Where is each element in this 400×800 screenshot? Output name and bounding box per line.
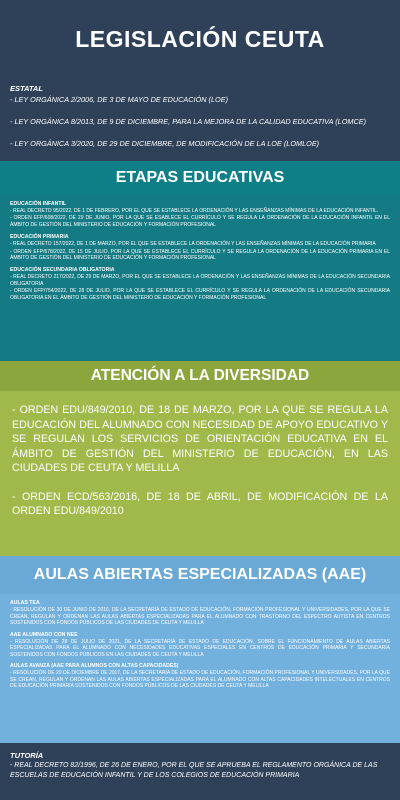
estatal-item: - LEY ORGÁNICA 8/2013, DE 9 DE DICIEMBRE, PARA LA MEJORA DE LA CALIDAD EDUCATIVA (LOMCE) bbox=[10, 117, 367, 126]
title-section bbox=[0, 0, 400, 78]
diversidad-item: - ORDEN EDU/849/2010, DE 18 DE MARZO, POR LA QUE SE REGULA LA EDUCACIÓN DEL ALUMNADO CON NECESIDAD DE APOYO EDUCATIVO Y SE REGULAN LOS SERVICIOS DE ORIENTACIÓN EDUCATIVA EN EL ÁMBITO DE GESTIÓN DEL MINISTERIO DE EDUCACIÓN, EN LAS CIUDADES DE CEUTA Y MELILLA bbox=[12, 404, 388, 474]
group-title: AAE ALUMNADO CON NEE bbox=[10, 631, 78, 638]
group-item: - RESOLUCIÓN DE 30 DE JUNIO DE 2016, DE LA SECRETARÍA DE ESTADO DE EDUCACIÓN, FORMACIÓN PROFESIONAL Y UNIVERSIDADES, POR LA QUE SE CREAN, REGULAN Y ORDENAN LAS AULAS ABIERTAS ESPECIALIZADAS PARA EL ALUMNADO CON TRASTORNO DEL ESPECTRO AUTISTA EN CENTROS SOSTENIDOS CON FONDOS PÚBLICOS DE LAS CIUDADES DE CEUTA Y MELILLA bbox=[10, 607, 390, 626]
estatal-section bbox=[0, 78, 400, 161]
diversidad-section bbox=[0, 361, 400, 556]
tutoria-item: - REAL DECRETO 82/1996, DE 26 DE ENERO, POR EL QUE SE APRUEBA EL REGLAMENTO ORGÁNICA DE LAS ESCUELAS DE EDUCACIÓN INFANTIL Y DE LOS COLEGIOS DE EDUCACIÓN PRIMARIA bbox=[10, 762, 378, 779]
estatal-heading: ESTATAL bbox=[10, 84, 43, 93]
tutoria-heading: TUTORÍA bbox=[10, 751, 44, 760]
etapas-heading: ETAPAS EDUCATIVAS bbox=[0, 161, 400, 195]
aae-section bbox=[0, 556, 400, 743]
group-title: EDUCACIÓN PRIMARIA bbox=[10, 234, 69, 241]
estatal-item: - LEY ORGÁNICA 3/2020, DE 29 DE DICIEMBRE, DE MODIFICACIÓN DE LA LOE (LOMLOE) bbox=[10, 139, 320, 148]
group-item: - REAL DECRETO 157/2022, DE 1 DE MARZO, POR EL QUE SE ESTABLECE LA ORDENACIÓN Y LAS ENSEÑANZAS MÍNIMAS DE LA EDUCACIÓN PRIMARIA bbox=[10, 241, 376, 248]
etapas-section bbox=[0, 161, 400, 361]
diversidad-body bbox=[0, 391, 400, 519]
group-title: EDUCACIÓN SECUNDARIA OBLIGATORIA bbox=[10, 267, 115, 274]
group-item: - ORDEN EFP/754/2022, DE 28 DE JULIO, POR LA QUE SE ESTABLECE EL CURRÍCULO Y SE REGULA LA ORDENACIÓN DE LA EDUCACIÓN SECUNDARIA OBLIGATORIA EN EL ÁMBITO DE GESTIÓN DEL MINISTERIO DE EDUCACIÓN Y FORMACIÓN PROFESIONAL bbox=[10, 288, 390, 301]
group-title: EDUCACIÓN INFANTIL bbox=[10, 201, 67, 207]
group-item: - ORDEN EFP/608/2022, DE 29 DE JUNIO, POR LA QUE SE ESABLECE EL CURRÍCULO Y SE REGULA LA ORDENACIÓN DE LA EDUCACIÓN INFANTIL EN EL ÁMBITO DE GESTIÓN DEL MINISTERIO DE EDUCACIÓN Y FORMACIÓN PROFESIONAL bbox=[10, 215, 390, 228]
tutoria-section bbox=[0, 743, 400, 800]
etapas-body bbox=[0, 195, 400, 361]
group-title: AULAS AVANZA (AAE PARA ALUMNOS CON ALTAS CAPACIDADES) bbox=[10, 663, 179, 669]
diversidad-item: - ORDEN ECD/563/2016, DE 18 DE ABRIL, DE MODIFICACIÓN DE LA ORDEN EDU/849/2010 bbox=[12, 490, 388, 517]
diversidad-heading: ATENCIÓN A LA DIVERSIDAD bbox=[0, 361, 400, 391]
group-item: - REAL DECRETO 95/2022, DE 1 DE FEBRERO, POR EL QUE SE ESTABLECE LA ORDENACIÓN Y LAS ENSEÑANZAS MÍNIMAS DE LA EDUCACIÓN INFANTIL. bbox=[10, 208, 379, 214]
group-item: - ORDEN EFP/678/2022, DE 15 DE JULIO, POR LA QUE SE ESTABLECE EL CURRÍCULO Y SE REGULA LA ORDENACIÓN DE LA EDUCACIÓN PRIMARIA EN EL ÁMBITO DE GESTIÓN DEL MINISTERIO DE EDUCACIÓN Y FORMACIÓN PROFESIONAL bbox=[10, 248, 390, 262]
group-title: AULAS TEA bbox=[10, 600, 40, 606]
aae-heading: AULAS ABIERTAS ESPECIALIZADAS (AAE) bbox=[0, 556, 400, 594]
estatal-item: - LEY ORGÁNICA 2/2006, DE 3 DE MAYO DE EDUCACIÓN (LOE) bbox=[10, 95, 229, 104]
aae-body bbox=[0, 594, 400, 743]
group-item: - RESOLUCIÓN DE 28 DE JULIO DE 2021, DE LA SECRETARÍA DE ESTADO DE EDUCACIÓN, SOBRE EL FUNCIONAMIENTO DE AULAS ABIERTAS ESPECIALIZADAS PARA EL ALUMNADO CON NECESIDADES EDUCATIVAS ESPECIALES EN CENTROS DE EDUCACIÓN PRIMARIA Y SECUNDARIA SOSTENIDOS CON FONDOS PÚBLICOS EN LAS CIUDADES DE CEUTA Y MELILLA bbox=[10, 638, 390, 658]
group-item: - RESOLUCIÓN DE 20 DE DICIEMBRE DE 2017, DE LA SECRETARÍA DE ESTADO DE EDUCACIÓN, FORMACIÓN PROFESIONAL Y UNIVERSIDADES, POR LA QUE SE CREAN, REGULAN Y ORDENAN LAS AULAS ABIERTAS ESPECIALIZADAS PARA EL ALUMNADO CON ALTAS CAPACIDADES INTELECTUALES EN CENTROS DE EDUCACIÓN PRIMARIA SOSTENIDOS CON FONDOS PÚBLICOS DE LAS CIUDADES DE CEUTA Y MELILLA bbox=[10, 670, 390, 689]
group-item: - REAL DECRETO 217/2022, DE 29 DE MARZO, POR EL QUE SE ESTABLECE LA ORDENACIÓN Y LAS ENSEÑANZAS MÍNIMAS DE LA EDUCACIÓN SECUNDARIA OBLIGATORIA bbox=[10, 274, 390, 287]
page-title: LEGISLACIÓN CEUTA bbox=[75, 25, 325, 52]
